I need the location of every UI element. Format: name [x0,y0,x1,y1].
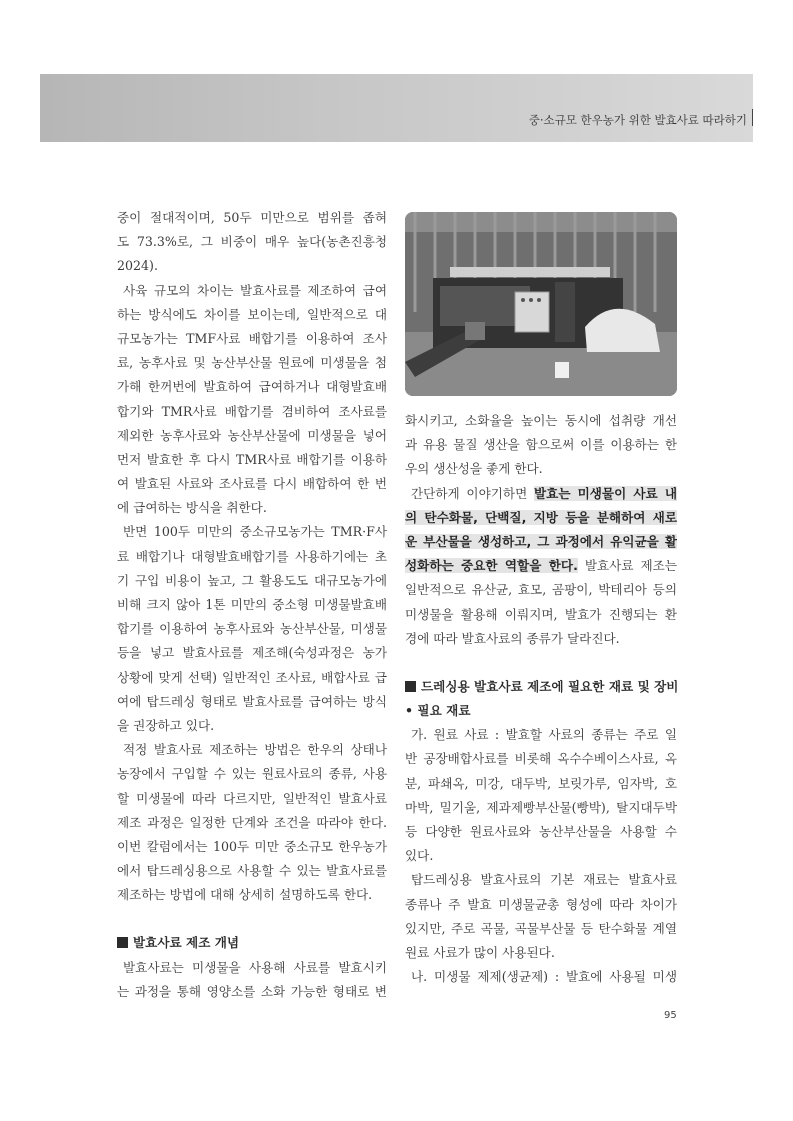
text-line: 규모농가는 TMF사료 배합기를 이용하여 조사 [117,330,387,346]
text-line: 제조하는 방법에 대해 상세히 설명하도록 한다. [117,887,373,903]
text-line: 종류나 주 발효 미생물균총 형성에 따라 차이가 [405,896,677,912]
text-line: 비해 크지 않아 1톤 미만의 중소형 미생물발효배 [117,597,387,612]
text-line: 2024). [117,258,158,274]
text-line: 이번 칼럼에서는 100두 미만 중소규모 한우농가 [117,838,387,854]
right-column [405,409,677,989]
text-line: 미생물을 활용해 이뤄지며, 발효가 진행되는 환 [405,606,677,622]
text-line: 원료 사료가 많이 사용된다. [405,944,555,960]
section-heading: 발효사료 제조 개념 [117,931,387,955]
text-line: 발효사료는 미생물을 사용해 사료를 발효시키 [123,959,387,975]
section-heading: 드레싱용 발효사료 제조에 필요한 재료 및 장비 [405,675,677,699]
left-column [117,206,387,1004]
header-band [40,74,753,142]
square-bullet-icon [117,937,128,948]
emphasis-line: 운 부산물을 생성하고, 그 과정에서 유익균을 활 [405,533,677,549]
text-line: 는 과정을 통해 영양소를 소화 가능한 형태로 변 [117,983,387,999]
sub-heading: • 필요 재료 [405,703,471,719]
fermentation-mixer-photo [405,212,677,396]
text-line: 료, 농후사료 및 농산부산물 원료에 미생물을 첨 [117,355,387,371]
text-line: 일반적으로 유산균, 효모, 곰팡이, 박테리아 등의 [405,582,677,598]
text-line: 마박, 밀기울, 제과제빵부산물(빵박), 탈지대두박 [405,799,677,815]
text-line: 경에 따라 발효사료의 종류가 달라진다. [405,630,620,646]
text-line: 하는 방식에도 차이를 보이는데, 일반적으로 대 [117,306,387,322]
text-line: 기 구입 비용이 높고, 그 활용도도 대규모농가에 [117,572,387,588]
text-line: 사육 규모의 차이는 발효사료를 제조하여 급여 [123,282,387,298]
header-divider [752,109,753,126]
text-line: 탑드레싱용 발효사료의 기본 재료는 발효사료 [411,872,677,888]
text-line: 가해 한꺼번에 발효하여 급여하거나 대형발효배 [117,379,387,395]
text-line: 을 권장하고 있다. [117,717,215,733]
emphasis-line: 의 탄수화물, 단백질, 지방 등을 분해하여 새로 [405,509,677,525]
text-line: 화시키고, 소화율을 높이는 동시에 섭취량 개선 [405,413,677,428]
text-line: 합기를 이용하여 농후사료와 농산부산물, 미생물 [117,621,387,637]
text-line: 가. 원료 사료 : 발효할 사료의 종류는 주로 일 [411,727,677,743]
text-line: 여에 탑드레싱 형태로 발효사료를 급여하는 방식 [117,693,387,709]
text-line: 성화하는 중요한 역할을 한다. 발효사료 제조는 [405,558,677,574]
text-line: 먼저 발효한 후 다시 TMR사료 배합기를 이용하 [117,451,387,467]
text-line: 여 발효된 사료와 조사료를 다시 배합하여 한 번 [117,476,387,492]
text-line: 나. 미생물 제제(생균제) : 발효에 사용될 미생 [411,969,677,985]
text-line: 에 급여하는 방식을 취한다. [117,500,267,516]
emphasis-text: 발효는 미생물이 사료 내 [533,485,677,501]
text-line: 등 다양한 원료사료와 농산부산물을 사용할 수 [405,824,677,839]
text-line: 과 유용 물질 생산을 함으로써 이를 이용하는 한 [405,437,677,453]
text-line: 반면 100두 미만의 중소규모농가는 TMR·F사 [123,524,387,540]
text-line: 도 73.3%로, 그 비중이 매우 높다(농촌진흥청 [117,234,387,250]
text-line: 에서 탑드레싱용으로 사용할 수 있는 발효사료를 [117,863,387,879]
text-line: 료 배합기나 대형발효배합기를 사용하기에는 초 [117,548,387,564]
text-line: 중이 절대적이며, 50두 미만으로 범위를 좁혀 [117,210,387,225]
text-line: 등을 넣고 발효사료를 제조해(숙성과정은 농가 [117,645,387,661]
text-line: 적정 발효사료 제조하는 방법은 한우의 상태나 [123,742,387,758]
text-line: 농장에서 구입할 수 있는 원료사료의 종류, 사용 [117,766,387,782]
text-line: 반 공장배합사료를 비롯해 옥수수베이스사료, 옥 [405,751,677,767]
text-line: 제외한 농후사료와 농산부산물에 미생물을 넣어 [117,427,387,443]
text-line: 제조 과정은 일정한 단계와 조건을 따라야 한다. [117,814,387,830]
square-bullet-icon [405,681,416,692]
page-number: 95 [664,1010,677,1021]
running-header: 중·소규모 한우농가 위한 발효사료 따라하기 [528,113,747,127]
text-line: 분, 파쇄옥, 미강, 대두박, 보릿가루, 임자박, 호 [405,775,677,791]
text-line: 할 미생물에 따라 다르지만, 일반적인 발효사료 [117,790,387,806]
text-line: 간단하게 이야기하면 발효는 미생물이 사료 내 [411,485,677,501]
text-line: 있다. [405,848,434,864]
text-line: 상황에 맞게 선택) 일반적인 조사료, 배합사료 급 [117,669,387,685]
text-line: 합기와 TMR사료 배합기를 겸비하여 조사료를 [117,403,387,419]
text-line: 우의 생산성을 좋게 한다. [405,461,543,477]
text-line: 있지만, 주로 곡물, 곡물부산물 등 탄수화물 계열 [405,920,677,936]
